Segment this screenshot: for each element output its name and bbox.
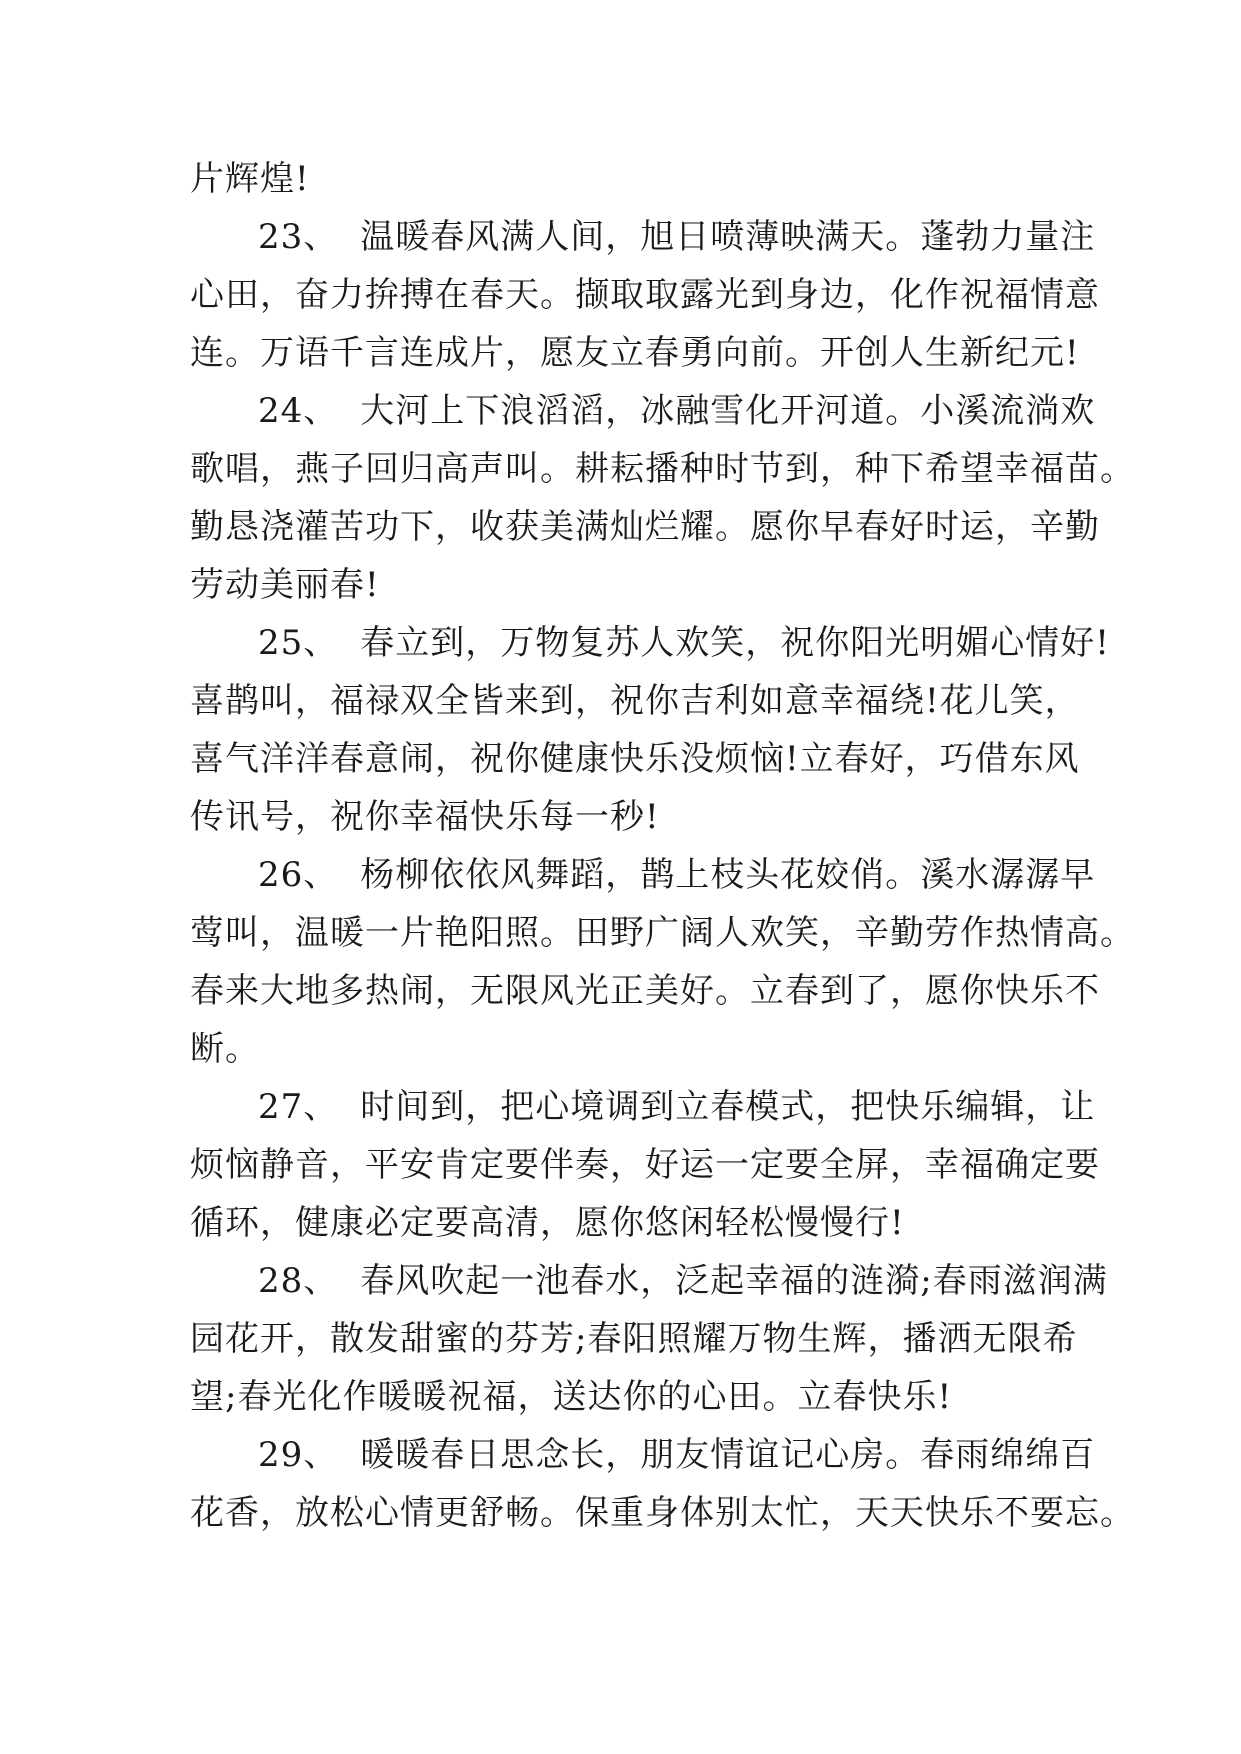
item-text: 大河上下浪滔滔，冰融雪化开河道。小溪流淌欢 [360,391,1096,431]
item-text: 杨柳依依风舞蹈，鹊上枝头花姣俏。溪水潺潺早 [360,855,1096,895]
item-line: 心田，奋力拚搏在春天。撷取取露光到身边，化作祝福情意 [190,275,1100,315]
item-number: 27、 [258,1087,339,1127]
item-text: 温暖春风满人间，旭日喷薄映满天。蓬勃力量注 [360,217,1096,257]
list-item [190,1252,1108,1426]
item-line: 循环，健康必定要高清，愿你悠闲轻松慢慢行! [190,1203,905,1243]
item-text: 春风吹起一池春水，泛起幸福的涟漪;春雨滋润满 [360,1261,1108,1301]
lead-line: 片辉煌! [190,159,310,199]
item-first-line [190,1426,1096,1484]
list-item [190,1426,1135,1542]
item-number: 25、 [258,623,339,663]
item-first-line [190,614,1110,672]
list-item [190,208,1100,382]
document-body [190,150,1135,1542]
item-line: 莺叫，温暖一片艳阳照。田野广阔人欢笑，辛勤劳作热情高。 [190,913,1135,953]
item-line: 歌唱，燕子回归高声叫。耕耘播种时节到，种下希望幸福苗。 [190,449,1135,489]
item-number: 28、 [258,1261,339,1301]
item-text: 春立到，万物复苏人欢笑，祝你阳光明媚心情好! [360,623,1110,663]
item-line: 花香，放松心情更舒畅。保重身体别太忙，天天快乐不要忘。 [190,1493,1135,1533]
item-first-line [190,382,1096,440]
item-line: 望;春光化作暖暖祝福，送达你的心田。立春快乐! [190,1377,953,1417]
item-line: 烦恼静音，平安肯定要伴奏，好运一定要全屏，幸福确定要 [190,1145,1100,1185]
item-line: 劳动美丽春! [190,565,380,605]
item-line: 喜气洋洋春意闹，祝你健康快乐没烦恼!立春好，巧借东风 [190,739,1080,779]
item-line: 断。 [190,1029,260,1069]
item-first-line [190,1252,1108,1310]
item-first-line [190,1078,1096,1136]
item-line: 勤恳浇灌苦功下，收获美满灿烂耀。愿你早春好时运，辛勤 [190,507,1100,547]
item-line: 连。万语千言连成片，愿友立春勇向前。开创人生新纪元! [190,333,1080,373]
list-item [190,614,1110,846]
item-number: 26、 [258,855,339,895]
item-number: 29、 [258,1435,339,1475]
item-line: 园花开，散发甜蜜的芬芳;春阳照耀万物生辉，播洒无限希 [190,1319,1078,1359]
item-line: 喜鹊叫，福禄双全皆来到，祝你吉利如意幸福绕!花儿笑， [190,681,1080,721]
item-first-line [190,846,1096,904]
list-item [190,846,1135,1078]
item-line: 春来大地多热闹，无限风光正美好。立春到了，愿你快乐不 [190,971,1100,1011]
item-text: 时间到，把心境调到立春模式，把快乐编辑，让 [360,1087,1096,1127]
item-text: 暖暖春日思念长，朋友情谊记心房。春雨绵绵百 [360,1435,1096,1475]
list-item [190,1078,1100,1252]
item-first-line [190,208,1096,266]
list-item [190,382,1135,614]
item-number: 23、 [258,217,339,257]
item-line: 传讯号，祝你幸福快乐每一秒! [190,797,660,837]
item-number: 24、 [258,391,339,431]
